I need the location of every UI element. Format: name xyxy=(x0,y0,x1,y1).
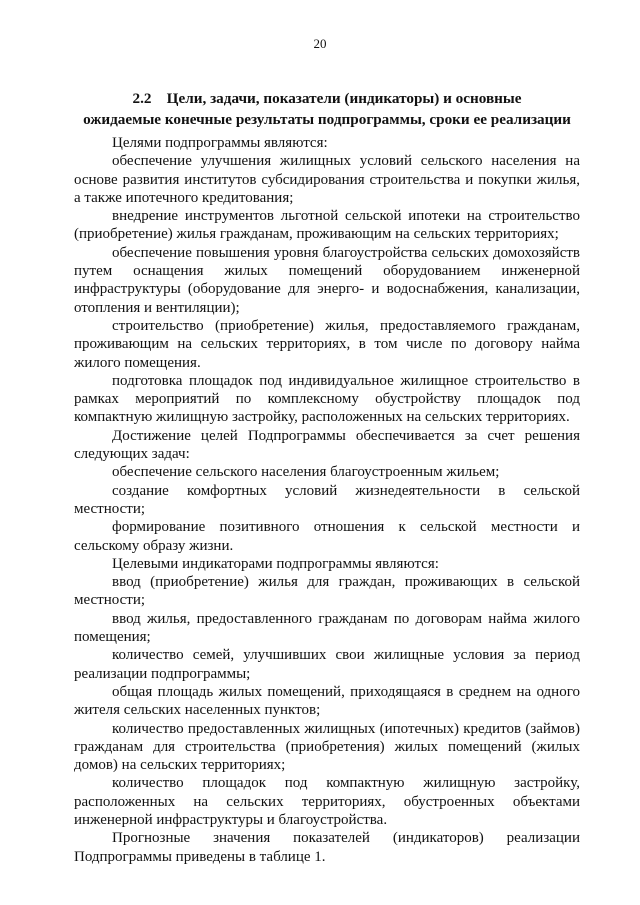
section-number: 2.2 xyxy=(132,90,152,107)
paragraph: Целями подпрограммы являются: xyxy=(112,135,328,151)
paragraph: подготовка площадок под индивидуальное жилищное строительство в рамках мероприятий по комплексному обустройству площадок под компактную жилищную застройку, расположенных на сельских территориях. xyxy=(74,372,580,426)
paragraph: Целевыми индикаторами подпрограммы являются: xyxy=(112,555,439,572)
section-title-line2: ожидаемые конечные результаты подпрограммы, сроки ее реализации xyxy=(83,111,571,128)
paragraph: общая площадь жилых помещений, приходящаяся в среднем на одного жителя сельских населенных пунктов; xyxy=(74,683,580,719)
paragraph: создание комфортных условий жизнедеятельности в сельской местности; xyxy=(74,482,580,517)
paragraph: строительство (приобретение) жилья, предоставляемого гражданам, проживающим на сельских территориях, в том числе по договору найма жилого помещения. xyxy=(74,317,580,371)
paragraph: ввод (приобретение) жилья для граждан, проживающих в сельской местности; xyxy=(74,574,580,609)
paragraph: обеспечение повышения уровня благоустройства сельских домохозяйств путем оснащения жилых помещений оборудованием инженерной инфраструктуры (оборудование для энерго- и водоснабжения, канализации, отопления и вентиляции); xyxy=(74,244,580,316)
document-body xyxy=(74,134,580,866)
paragraph: количество площадок под компактную жилищную застройку, расположенных на сельских территориях, обустроенных объектами инженерной инфраструктуры и благоустройства. xyxy=(74,775,580,828)
section-heading xyxy=(74,88,580,130)
paragraph: количество семей, улучшивших свои жилищные условия за период реализации подпрограммы; xyxy=(74,647,580,682)
paragraph: ввод жилья, предоставленного гражданам по договорам найма жилого помещения; xyxy=(74,610,580,646)
paragraph: формирование позитивного отношения к сельской местности и сельскому образу жизни. xyxy=(74,519,580,554)
paragraph: количество предоставленных жилищных (ипотечных) кредитов (займов) гражданам для строительства (приобретения) жилых помещений (жилых домов) на сельских территориях; xyxy=(74,720,580,774)
paragraph: внедрение инструментов льготной сельской ипотеки на строительство (приобретение) жилья гражданам, проживающим на сельских территориях; xyxy=(74,208,580,243)
page-number: 20 xyxy=(313,36,327,51)
paragraph: Достижение целей Подпрограммы обеспечивается за счет решения следующих задач: xyxy=(74,427,580,463)
paragraph: обеспечение улучшения жилищных условий сельского населения на основе развития институтов субсидирования строительства и покупки жилья, а также ипотечного кредитования; xyxy=(74,153,580,206)
section-title-line1: Цели, задачи, показатели (индикаторы) и основные xyxy=(166,90,522,107)
paragraph: обеспечение сельского населения благоустроенным жильем; xyxy=(112,464,500,481)
paragraph: Прогнозные значения показателей (индикаторов) реализации Подпрограммы приведены в таблице 1. xyxy=(74,830,580,865)
